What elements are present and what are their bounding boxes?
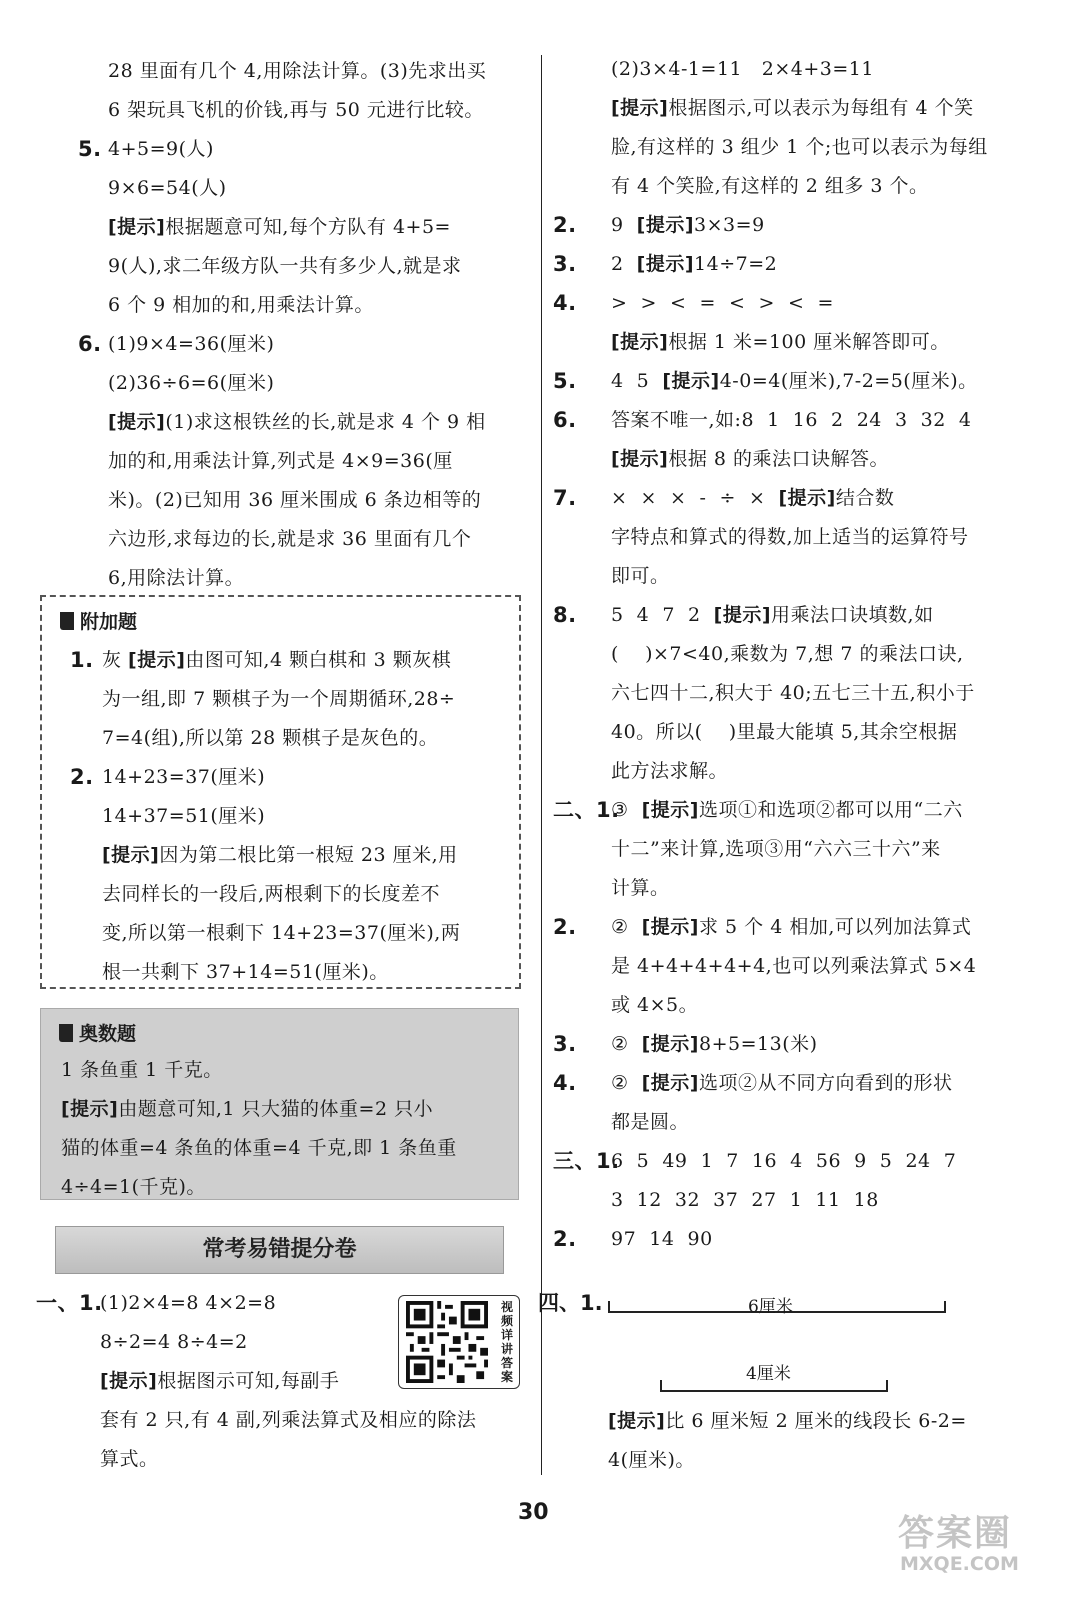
- extra-problems-title: 附加题: [60, 607, 137, 634]
- hint-label: [提示]: [641, 1072, 699, 1094]
- hint-label: [提示]: [641, 799, 699, 821]
- item-number: 2.: [70, 765, 94, 789]
- section4-hint-line: [提示]比 6 厘米短 2 厘米的线段长 6-2=: [608, 1410, 967, 1432]
- answer-value: 2: [611, 253, 637, 275]
- hint-line: 3. ② [提示]8+5=13(米): [553, 1025, 1038, 1064]
- hint-line: 4. ② [提示]选项②从不同方向看到的形状: [553, 1064, 1038, 1103]
- section1-hint-line: 算式。: [100, 1448, 159, 1470]
- hint-line: 是 4+4+4+4+4,也可以列乘法算式 5×4: [611, 955, 977, 977]
- hint-label: [提示]: [611, 97, 669, 119]
- hint-line: 有 4 个笑脸,有这样的 2 组多 3 个。: [611, 175, 929, 197]
- hint-line: 变,所以第一根剩下 14+23=37(厘米),两: [102, 922, 461, 944]
- hint-line: 1. 灰 [提示]由图可知,4 颗白棋和 3 颗灰棋: [70, 641, 460, 680]
- hint-line: 都是圆。: [611, 1111, 690, 1133]
- hint-line: 计算。: [611, 877, 670, 899]
- qr-code[interactable]: [398, 1295, 520, 1389]
- hint-line: 3. 2 [提示]14÷7=2: [553, 245, 1038, 284]
- hint-line: ( )×7<40,乘数为 7,想 7 的乘法口诀,: [611, 643, 964, 665]
- item-number: 6.: [78, 332, 102, 356]
- hint-label: [提示]: [662, 370, 720, 392]
- answer-value: 4 5: [611, 370, 663, 392]
- hint-line: 40。所以( )里最大能填 5,其余空根据: [611, 721, 958, 743]
- qr-code-icon: [405, 1301, 489, 1383]
- hint-label: [提示]: [102, 844, 160, 866]
- hint-line: 5. 4 5 [提示]4-0=4(厘米),7-2=5(厘米)。: [553, 362, 1038, 401]
- hint-label: [提示]: [108, 216, 166, 238]
- hint-line: [提示]根据 1 米=100 厘米解答即可。: [611, 331, 950, 353]
- section1-line: 8÷2=4 8÷4=2: [100, 1331, 248, 1353]
- hint-line: 六边形,求每边的长,就是求 36 里面有几个: [108, 528, 472, 550]
- answer-value: ③: [611, 799, 642, 821]
- hint-line: 此方法求解。: [611, 760, 729, 782]
- olympiad-answer: 1 条鱼重 1 千克。: [61, 1059, 223, 1081]
- answer-line: 14+37=51(厘米): [102, 805, 266, 827]
- hint-line: [提示]根据 8 的乘法口诀解答。: [611, 448, 890, 470]
- item-number: 5.: [553, 369, 577, 393]
- hint-label: [提示]: [611, 331, 669, 353]
- hint-line: 米)。(2)已知用 36 厘米围成 6 条边相等的: [108, 489, 482, 511]
- hint-line: 六七四十二,积大于 40;五七三十五,积小于: [611, 682, 975, 704]
- section1-line: 一、1. (1)2×4=8 4×2=8: [36, 1291, 277, 1315]
- olympiad-box: [40, 1008, 519, 1200]
- watermark-logo: 答案圈 MXQE.COM: [898, 1513, 1019, 1575]
- hint-label: [提示]: [778, 487, 836, 509]
- hint-line: 十二”来计算,选项③用“六六三十六”来: [611, 838, 941, 860]
- section1-hint-line: [提示]根据图示可知,每副手: [100, 1370, 340, 1392]
- qr-label: 视频详讲答案: [501, 1300, 514, 1384]
- right-column: [553, 50, 1038, 1259]
- section1-hint-line: 套有 2 只,有 4 副,列乘法算式及相应的除法: [100, 1409, 477, 1431]
- answer-line: 2. 14+23=37(厘米): [70, 758, 460, 797]
- answer-line: 6 架玩具飞机的价钱,再与 50 元进行比较。: [108, 99, 484, 121]
- hint-line: 二、1. ③ [提示]选项①和选项②都可以用“二六: [553, 791, 1038, 830]
- section4-hint-line: 4(厘米)。: [608, 1449, 695, 1471]
- extra-problems-box: [40, 595, 521, 989]
- hint-label: [提示]: [641, 1033, 699, 1055]
- item-number: 1.: [70, 648, 94, 672]
- item-number: 5.: [78, 137, 102, 161]
- column-divider: [541, 55, 542, 1475]
- item-number: 6.: [553, 408, 577, 432]
- hint-line: [提示]因为第二根比第一根短 23 厘米,用: [102, 844, 458, 866]
- hint-line: 加的和,用乘法计算,列式是 4×9=36(厘: [108, 450, 453, 472]
- item-number: 7.: [553, 486, 577, 510]
- answer-line: 5. 4+5=9(人): [78, 130, 538, 169]
- answer-line: 28 里面有几个 4,用除法计算。(3)先求出买: [108, 60, 487, 82]
- answer-line: (2)36÷6=6(厘米): [108, 372, 275, 394]
- olympiad-title: 奥数题: [59, 1019, 136, 1046]
- answer-line: (2)3×4-1=11 2×4+3=11: [611, 58, 874, 80]
- item-number: 4.: [553, 291, 577, 315]
- hint-label: [提示]: [636, 214, 695, 236]
- segment-label: 4厘米: [746, 1364, 791, 1384]
- exam-section-banner: 常考易错提分卷: [55, 1226, 504, 1274]
- olympiad-hint-line: [提示]由题意可知,1 只大猫的体重=2 只小: [61, 1098, 434, 1120]
- page-number: 30: [518, 1500, 549, 1525]
- hint-label: [提示]: [128, 649, 186, 671]
- hint-line: 根一共剩下 37+14=51(厘米)。: [102, 961, 389, 983]
- hint-line: 去同样长的一段后,两根剩下的长度差不: [102, 883, 441, 905]
- item-number: 3.: [553, 252, 577, 276]
- answer-value: 9: [611, 214, 637, 236]
- olympiad-hint-line: 4÷4=1(千克)。: [61, 1176, 206, 1198]
- left-column: [78, 52, 538, 598]
- item-number: 三、1.: [553, 1149, 620, 1173]
- hint-line: [提示]根据图示,可以表示为每组有 4 个笑: [611, 97, 974, 119]
- hint-label: [提示]: [641, 916, 699, 938]
- hint-line: 7. × × × - ÷ × [提示]结合数: [553, 479, 1038, 518]
- answer-line: 4. > > < = < > < =: [553, 284, 1038, 323]
- hint-line: 2. ② [提示]求 5 个 4 相加,可以列加法算式: [553, 908, 1038, 947]
- answer-value: ②: [611, 916, 642, 938]
- answer-value: ②: [611, 1072, 642, 1094]
- answer-line: 6. (1)9×4=36(厘米): [78, 325, 538, 364]
- answer-line: 6. 答案不唯一,如:8 1 16 2 24 3 32 4: [553, 401, 1038, 440]
- answer-line: 三、1. 6 5 49 1 7 16 4 56 9 5 24 7: [553, 1142, 1038, 1181]
- hint-line: 7=4(组),所以第 28 颗棋子是灰色的。: [102, 727, 439, 749]
- answer-line: 2. 97 14 90: [553, 1220, 1038, 1259]
- hint-line: 脸,有这样的 3 组少 1 个;也可以表示为每组: [611, 136, 988, 158]
- hint-line: 为一组,即 7 颗棋子为一个周期循环,28÷: [102, 688, 456, 710]
- item-number: 二、1.: [553, 798, 620, 822]
- hint-line: 8. 5 4 7 2 [提示]用乘法口诀填数,如: [553, 596, 1038, 635]
- hint-line: [提示]根据题意可知,每个方队有 4+5=: [108, 216, 451, 238]
- hint-line: 字特点和算式的得数,加上适当的运算符号: [611, 526, 969, 548]
- hint-label: [提示]: [611, 448, 669, 470]
- hint-label: [提示]: [713, 604, 772, 626]
- answer-value: 5 4 7 2: [611, 604, 714, 626]
- item-number: 4.: [553, 1071, 577, 1095]
- olympiad-hint-line: 猫的体重=4 条鱼的体重=4 千克,即 1 条鱼重: [61, 1137, 457, 1159]
- hint-line: 6 个 9 相加的和,用乘法计算。: [108, 294, 374, 316]
- item-number: 2.: [553, 213, 577, 237]
- item-number: 8.: [553, 603, 577, 627]
- hint-line: 即可。: [611, 565, 670, 587]
- answer-value: × × × - ÷ ×: [611, 487, 779, 509]
- answer-line: 3 12 32 37 27 1 11 18: [611, 1189, 879, 1211]
- item-number: 3.: [553, 1032, 577, 1056]
- hint-label: [提示]: [636, 253, 695, 275]
- answer-line: 9×6=54(人): [108, 177, 227, 199]
- hint-line: 6,用除法计算。: [108, 567, 245, 589]
- section-marker-icon: [59, 1024, 73, 1042]
- answer-value: 灰: [102, 649, 129, 671]
- answer-value: ②: [611, 1033, 642, 1055]
- hint-line: 2. 9 [提示]3×3=9: [553, 206, 1038, 245]
- hint-line: 或 4×5。: [611, 994, 699, 1016]
- item-number: 2.: [553, 1227, 577, 1251]
- hint-label: [提示]: [108, 411, 166, 433]
- hint-line: [提示](1)求这根铁丝的长,就是求 4 个 9 相: [108, 411, 486, 433]
- section4: 四、1. 6厘米 4厘米 [提示]比 6 厘米短 2 厘米的线段长 6-2= 4(厘米)。: [538, 1287, 1038, 1487]
- segment-label: 6厘米: [748, 1297, 793, 1317]
- item-number: 2.: [553, 915, 577, 939]
- section-marker-icon: [60, 612, 74, 630]
- hint-line: 9(人),求二年级方队一共有多少人,就是求: [108, 255, 462, 277]
